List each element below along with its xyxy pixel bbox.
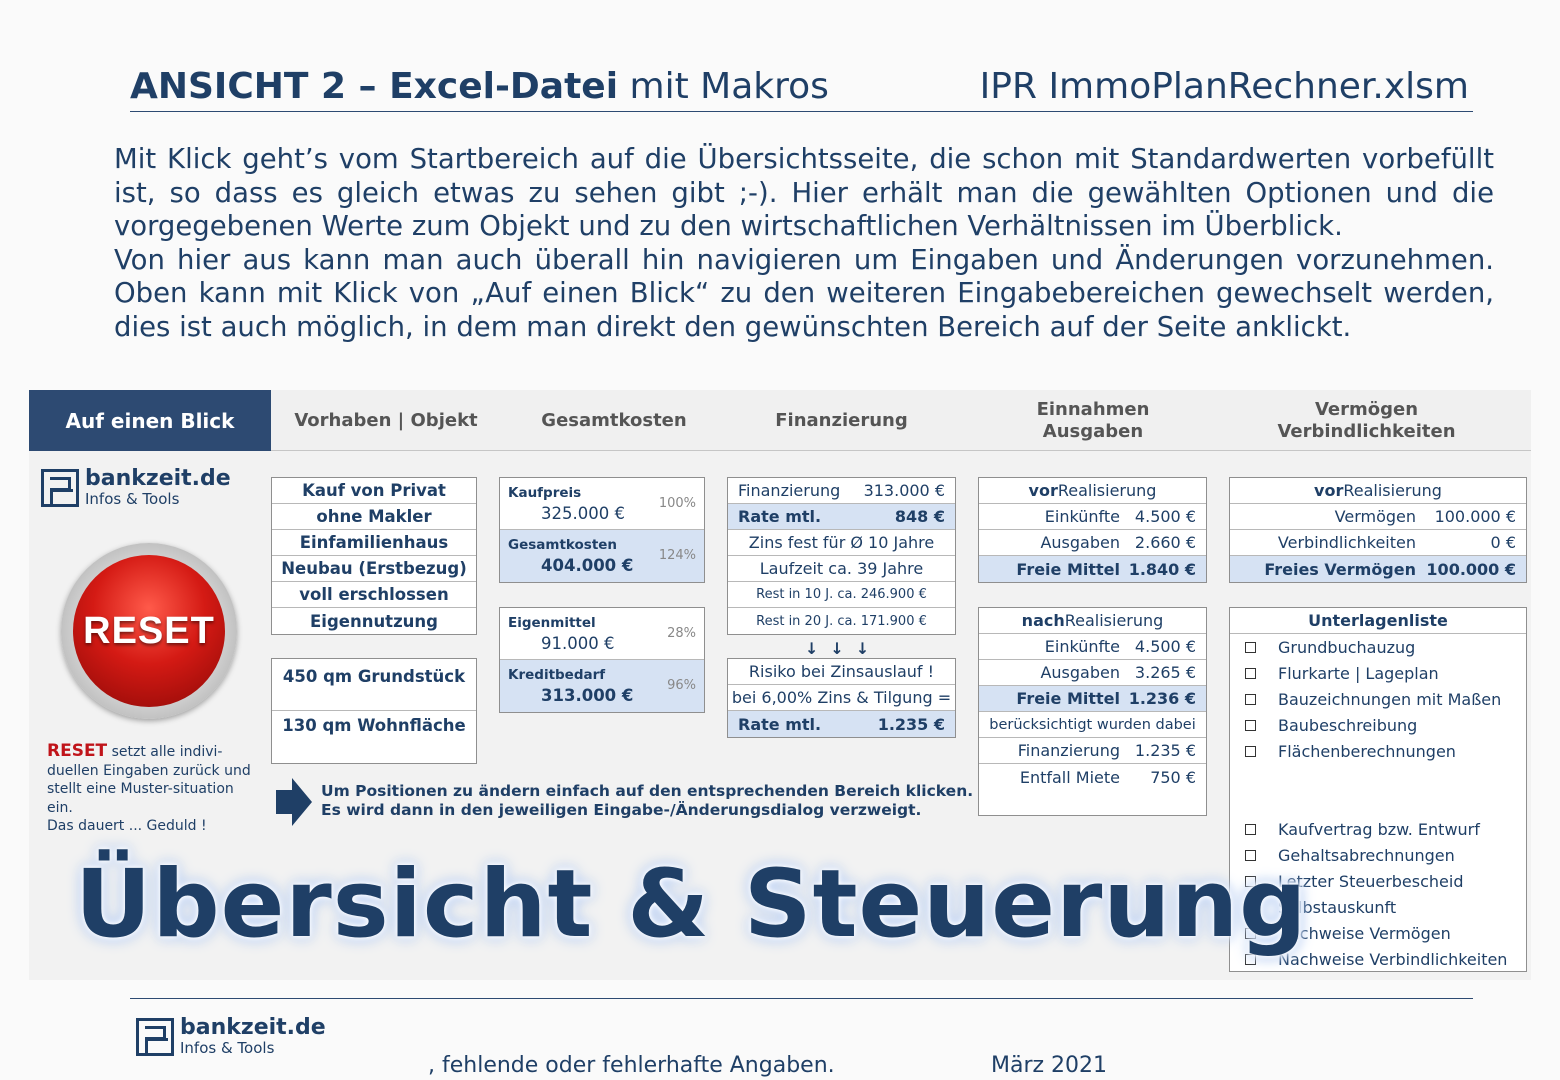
- checkbox-icon[interactable]: [1245, 824, 1256, 835]
- income-after-box[interactable]: [978, 607, 1207, 816]
- document-label: Nachweise Vermögen: [1278, 923, 1451, 943]
- intro-paragraph-1: Mit Klick geht’s vom Startbereich auf die Übersichtsseite, die schon mit Standardwerten vorbefüllt ist, so dass es gleich etwas zu sehen gibt ;-). Hier erhält man die gewählten Optionen und die vorgegebenen Werte zum Objekt und zu den wirtschaftlichen Verhältnissen im Überblick.: [114, 143, 1494, 242]
- footer-bankzeit-logo: [136, 1017, 326, 1056]
- logo-name: bankzeit.de: [85, 466, 231, 491]
- slide-title-rest: mit Makros: [618, 66, 829, 107]
- entfall-miete-label: Entfall Miete: [1019, 767, 1120, 787]
- checkbox-icon[interactable]: [1245, 720, 1256, 731]
- verbindlichkeiten-value: 0 €: [1490, 533, 1516, 552]
- finanzierung-row[interactable]: [728, 478, 955, 504]
- tab-ausgaben-label: Ausgaben: [1042, 420, 1144, 442]
- reset-note-wait: Das dauert ... Geduld !: [47, 818, 207, 834]
- document-label: Kaufvertrag bzw. Entwurf: [1278, 819, 1480, 839]
- tab-gesamtkosten[interactable]: Gesamtkosten: [541, 409, 687, 431]
- intro-paragraph-2: Von hier aus kann man auch überall hin navigieren um Eingaben und Änderungen vorzunehmen. Oben kann mit Klick von „Auf einen Blick“ zu den weiteren Eingabebereichen gewechselt werden, dies ist auch möglich, in dem man direkt den gewünschten Bereich auf der Seite anklickt.: [114, 243, 1494, 343]
- kreditbedarf-value: 313.000 €: [541, 686, 634, 705]
- checkbox-icon[interactable]: [1245, 642, 1256, 653]
- ausgaben-label: Ausgaben: [1040, 533, 1120, 552]
- rate-row[interactable]: [728, 504, 955, 530]
- verbindlichkeiten-label: Verbindlichkeiten: [1277, 533, 1416, 552]
- option-row[interactable]: Neubau (Erstbezug): [272, 556, 476, 582]
- option-row[interactable]: Kauf von Privat: [272, 478, 476, 504]
- option-row[interactable]: voll erschlossen: [272, 582, 476, 608]
- vermoegen-value: 100.000 €: [1434, 507, 1516, 526]
- freies-vermoegen-row[interactable]: [1230, 556, 1526, 582]
- footer-disclaimer: , fehlende oder fehlerhafte Angaben.: [428, 1053, 835, 1078]
- option-row[interactable]: Einfamilienhaus: [272, 530, 476, 556]
- reset-note: [47, 742, 252, 836]
- einkuenfte-label: Einkünfte: [1044, 637, 1120, 656]
- income-before-frei-row[interactable]: [979, 556, 1206, 582]
- kaufpreis-percent: 100%: [658, 496, 696, 511]
- logo-subtitle: Infos & Tools: [85, 490, 180, 508]
- tab-einnahmen-ausgaben[interactable]: [979, 390, 1207, 451]
- entfall-miete-value: 750 €: [1150, 767, 1196, 787]
- finanzierung-value: 1.235 €: [1134, 741, 1196, 760]
- freies-vermoegen-value: 100.000 €: [1426, 559, 1516, 579]
- assets-box[interactable]: [1229, 477, 1527, 583]
- eigenmittel-percent: 28%: [667, 626, 696, 641]
- down-arrows-icon: ↓↓↓: [805, 639, 882, 658]
- risiko-row[interactable]: Risiko bei Zinsauslauf !: [728, 659, 955, 685]
- costs-box[interactable]: [499, 477, 705, 583]
- tab-vermoegen-label: Vermögen: [1314, 398, 1419, 420]
- rate2-label: Rate mtl.: [738, 714, 822, 734]
- rate2-row[interactable]: [728, 711, 955, 737]
- wohnflaeche-row[interactable]: 130 qm Wohnfläche: [282, 716, 466, 735]
- document-item[interactable]: [1230, 738, 1526, 764]
- income-before-header-rest: Realisierung: [1057, 481, 1157, 500]
- income-before-header: [979, 478, 1206, 504]
- document-label: Nachweise Verbindlichkeiten: [1278, 949, 1508, 969]
- tab-vermoegen-verbindlichkeiten[interactable]: [1229, 390, 1504, 451]
- reset-note-keyword: RESET: [47, 741, 108, 761]
- tab-einnahmen-label: Einnahmen: [1036, 398, 1150, 420]
- einkuenfte-value: 4.500 €: [1134, 507, 1196, 526]
- eigenmittel-label: Eigenmittel: [508, 615, 596, 631]
- ausgaben-label: Ausgaben: [1040, 663, 1120, 682]
- income-after-ausgaben-row[interactable]: [979, 660, 1206, 686]
- kaufpreis-value: 325.000 €: [541, 504, 625, 523]
- assets-header-rest: Realisierung: [1343, 481, 1442, 500]
- income-after-header-bold: nach: [1021, 611, 1065, 630]
- document-item[interactable]: [1230, 660, 1526, 686]
- income-before-ausgaben-row[interactable]: [979, 530, 1206, 556]
- document-label: Selbstauskunft: [1278, 897, 1397, 917]
- vermoegen-row[interactable]: [1230, 504, 1526, 530]
- hint-line-2: Es wird dann in den jeweiligen Eingabe-/Änderungsdialog verzweigt.: [321, 801, 922, 819]
- document-label: Baubeschreibung: [1278, 715, 1418, 735]
- reset-note-text: setzt alle indivi-duellen Eingaben zurück und stellt eine Muster-situation ein.: [47, 744, 251, 816]
- tab-finanzierung[interactable]: Finanzierung: [775, 409, 908, 431]
- kaufpreis-cell[interactable]: [500, 478, 704, 530]
- gesamtkosten-percent: 124%: [658, 548, 696, 563]
- income-after-einkuenfte-row[interactable]: [979, 634, 1206, 660]
- income-after-header: [979, 608, 1206, 634]
- intro-text: [114, 143, 1494, 344]
- option-row[interactable]: Eigennutzung: [310, 611, 438, 631]
- freies-vermoegen-label: Freies Vermögen: [1264, 559, 1416, 579]
- slide-title-bold: ANSICHT 2 – Excel-Datei: [130, 66, 619, 107]
- document-label: Letzter Steuerbescheid: [1278, 871, 1464, 891]
- einkuenfte-label: Einkünfte: [1044, 507, 1120, 526]
- document-label: Gehaltsabrechnungen: [1278, 845, 1455, 865]
- hint-text: [321, 782, 973, 820]
- income-after-miete-row[interactable]: [979, 764, 1206, 790]
- reset-button-label: RESET: [83, 609, 215, 652]
- checkbox-icon[interactable]: [1245, 694, 1256, 705]
- gesamtkosten-value: 404.000 €: [541, 556, 634, 575]
- rate-label: Rate mtl.: [738, 507, 822, 526]
- rate-value: 848 €: [894, 507, 945, 526]
- freie-mittel-value: 1.840 €: [1128, 559, 1196, 579]
- kreditbedarf-percent: 96%: [667, 678, 696, 693]
- kaufpreis-label: Kaufpreis: [508, 485, 582, 501]
- documents-group-1: [1230, 634, 1526, 764]
- zins-tilgung-row[interactable]: bei 6,00% Zins & Tilgung =: [728, 685, 955, 711]
- rest10-row[interactable]: Rest in 10 J. ca. 246.900 €: [728, 582, 955, 608]
- footer-divider: [130, 998, 1473, 999]
- einkuenfte-value: 4.500 €: [1134, 637, 1196, 656]
- rest20-row[interactable]: Rest in 20 J. ca. 171.900 €: [756, 613, 927, 629]
- right-arrow-icon: [276, 778, 312, 826]
- assets-header-bold: vor: [1314, 481, 1344, 500]
- documents-title: Unterlagenliste: [1230, 608, 1526, 634]
- document-item[interactable]: [1230, 686, 1526, 712]
- equity-box[interactable]: [499, 607, 705, 713]
- assets-header: [1230, 478, 1526, 504]
- income-after-finanzierung-row[interactable]: [979, 738, 1206, 764]
- income-after-header-rest: Realisierung: [1064, 611, 1164, 630]
- laufzeit-row[interactable]: Laufzeit ca. 39 Jahre: [728, 556, 955, 582]
- beruecksichtigt-row: berücksichtigt wurden dabei: [979, 712, 1206, 738]
- area-box[interactable]: [271, 658, 477, 764]
- grundstueck-row[interactable]: 450 qm Grundstück: [272, 659, 476, 711]
- bankzeit-logo: [41, 468, 231, 507]
- ausgaben-value: 3.265 €: [1134, 663, 1196, 682]
- gesamtkosten-label: Gesamtkosten: [508, 537, 618, 553]
- document-item[interactable]: [1230, 712, 1526, 738]
- kreditbedarf-cell[interactable]: [500, 660, 704, 712]
- finanzierung-value: 313.000 €: [863, 481, 945, 500]
- vermoegen-label: Vermögen: [1334, 507, 1416, 526]
- hint-line-1: Um Positionen zu ändern einfach auf den entsprechenden Bereich klicken.: [321, 782, 974, 800]
- rate2-value: 1.235 €: [877, 714, 945, 734]
- risk-box[interactable]: [727, 658, 956, 738]
- document-label: Flurkarte | Lageplan: [1278, 663, 1439, 683]
- footer-logo-name: bankzeit.de: [180, 1015, 326, 1040]
- document-label: Grundbuchauzug: [1278, 637, 1416, 657]
- tab-auf-einen-blick[interactable]: Auf einen Blick: [29, 390, 271, 451]
- finanzierung-label: Finanzierung: [1017, 741, 1120, 760]
- finance-box[interactable]: [727, 477, 956, 635]
- income-after-frei-row[interactable]: [979, 686, 1206, 712]
- eigenmittel-cell[interactable]: [500, 608, 704, 660]
- checkbox-icon[interactable]: [1245, 668, 1256, 679]
- verbindlichkeiten-row[interactable]: [1230, 530, 1526, 556]
- income-before-header-bold: vor: [1028, 481, 1058, 500]
- ausgaben-value: 2.660 €: [1134, 533, 1196, 552]
- income-before-box[interactable]: [978, 477, 1207, 583]
- zins-row[interactable]: Zins fest für Ø 10 Jahre: [728, 530, 955, 556]
- document-item[interactable]: [1230, 816, 1526, 842]
- footer-logo-subtitle: Infos & Tools: [180, 1039, 275, 1057]
- eigenmittel-value: 91.000 €: [541, 634, 615, 653]
- document-label: Flächenberechnungen: [1278, 741, 1456, 761]
- document-label: Bauzeichnungen mit Maßen: [1278, 689, 1502, 709]
- gesamtkosten-cell[interactable]: [500, 530, 704, 582]
- tab-bar: [29, 390, 1531, 451]
- bankzeit-logo-icon: [41, 469, 79, 507]
- checkbox-icon[interactable]: [1245, 746, 1256, 757]
- kreditbedarf-label: Kreditbedarf: [508, 667, 606, 683]
- slide-header: [130, 66, 1473, 112]
- reset-button[interactable]: [61, 543, 237, 719]
- income-before-einkuenfte-row[interactable]: [979, 504, 1206, 530]
- freie-mittel-value: 1.236 €: [1128, 689, 1196, 708]
- footer-logo-icon: [136, 1018, 174, 1056]
- slide-title: [130, 66, 829, 107]
- option-row[interactable]: ohne Makler: [272, 504, 476, 530]
- options-box[interactable]: [271, 477, 477, 635]
- finanzierung-label: Finanzierung: [738, 481, 841, 500]
- footer-date: März 2021: [991, 1053, 1108, 1078]
- tab-vorhaben-objekt[interactable]: Vorhaben | Objekt: [294, 409, 478, 431]
- freie-mittel-label: Freie Mittel: [1016, 559, 1120, 579]
- tab-verbindlichkeiten-label: Verbindlichkeiten: [1277, 420, 1456, 442]
- overview-big-title: Übersicht & Steuerung: [75, 850, 1308, 959]
- freie-mittel-label: Freie Mittel: [1016, 689, 1120, 708]
- document-item[interactable]: [1230, 634, 1526, 660]
- file-name: IPR ImmoPlanRechner.xlsm: [979, 66, 1469, 107]
